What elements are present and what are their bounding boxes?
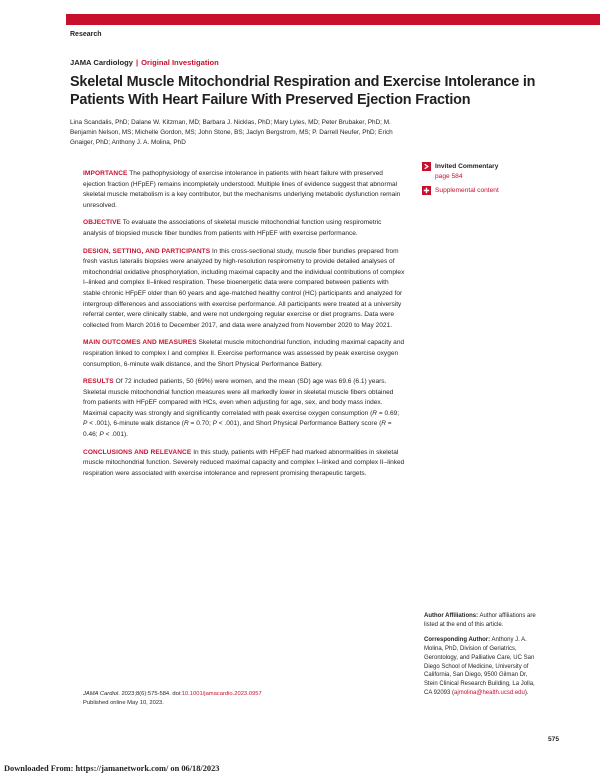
author-list: Lina Scandalis, PhD; Dalane W. Kitzman, MD; Barbara J. Nicklas, PhD; Mary Lyles, MD; Peter Brubaker, PhD; M. Benjamin Nelson, MS; Michelle Gordon, MS; John Stone, BS; Jaclyn Bergstrom, MS; P. Darrell Neufer, PhD; Erich Gnaiger, PhD; Anthony J. A. Molina, PhD — [70, 119, 393, 146]
invited-commentary-label: Invited Commentary — [435, 163, 499, 170]
results-text: Of 72 included patients, 50 (69%) were women, and the mean (SD) age was 69.6 (6.1) years. Skeletal muscle mitochondrial function measures were all markedly lower in skeletal muscle fibers obtained from patients with HFpEF compared with HCs, even when adjusting for age, sex, and body mass index. Maximal capacity was strongly and significantly correlated with peak exercise oxygen consumption (R = 0.69; P < .001), 6-minute walk distance (R = 0.70; P < .001), and Short Physical Performance Battery score (R = 0.46; P < .001). — [83, 378, 400, 439]
outcomes-label: MAIN OUTCOMES AND MEASURES — [83, 339, 197, 347]
objective-text: To evaluate the associations of skeletal muscle mitochondrial function using respirometric analysis of biopsied muscle fiber bundles from patients with HFpEF with exercise performance. — [83, 219, 382, 237]
abstract-conclusions — [83, 448, 405, 480]
page-number: 575 — [548, 736, 560, 743]
abstract-design — [83, 247, 405, 332]
conclusions-label: CONCLUSIONS AND RELEVANCE — [83, 448, 192, 456]
conclusions-text: In this study, patients with HFpEF had marked abnormalities in skeletal muscle mitochondrial function. Severely reduced maximal capacity and complex I–linked and complex II–linked respiration were associated with exercise intolerance and represent promising therapeutic targets. — [83, 448, 405, 477]
importance-label: IMPORTANCE — [83, 170, 128, 177]
importance-text: The pathophysiology of exercise intolerance in patients with heart failure with preserved ejection fraction (HFpEF) remains incompletely understood. Multiple lines of evidence suggest that abnormal skeletal muscle metabolism is a key contributor, but the mechanisms underlying metabolic dysfunction remain unresolved. — [83, 170, 401, 209]
supplemental-content-label: Supplemental content — [435, 187, 499, 194]
objective-label: OBJECTIVE — [83, 219, 122, 227]
journal-name: JAMA Cardiology — [70, 58, 134, 67]
abstract-objective — [83, 218, 405, 239]
outcomes-text: Skeletal muscle mitochondrial function, including maximal capacity and respiration linked to complex I and complex II. Exercise performance was assessed by peak exercise oxygen consumption, 6-minute walk distance, and the Short Physical Performance Battery. — [83, 339, 405, 368]
invited-commentary-icon — [422, 162, 431, 171]
article-title: Skeletal Muscle Mitochondrial Respiration and Exercise Intolerance in Patients With Heart Failure With Preserved Ejection Fraction — [70, 74, 536, 108]
invited-commentary-link[interactable] — [422, 162, 498, 181]
article-type: Original Investigation — [141, 58, 219, 67]
corresponding-author: Corresponding Author: Anthony J. A. Molina, PhD, Division of Geriatrics, Gerontology, and Palliative Care, UC San Diego School of Medicine, University of California, San Diego, 9500 Gilman Dr, Stein Clinical Research Building, La Jolla, CA 92093 (ajmolina@health.ucsd.edu). — [424, 637, 535, 696]
abstract-importance — [83, 169, 405, 211]
affiliations-note: Author Affiliations: Author affiliations are listed at the end of this article. — [424, 613, 536, 628]
published-date: Published online May 10, 2023. — [83, 699, 164, 706]
design-text: In this cross-sectional study, muscle fiber bundles prepared from fresh vastus lateralis biopsies were analyzed by high-resolution respirometry to provide detailed analyses of mitochondrial oxidative phosphorylation, including maximal capacity and the individual contributions of complex I–linked and complex II–linked respiration. These bioenergetic data were compared between patients with stable chronic HFpEF older than 60 years and age-matched healthy control (HC) participants and analyzed for intergroup differences and associations with exercise performance. All participants were treated at a university referral center, were clinically stable, and were not undergoing regular exercise or diet programs. Data were collected from March 2016 to December 2017, and data were analyzed from November 2020 to May 2021. — [83, 247, 405, 329]
abstract-results — [83, 377, 405, 441]
citation-line: JAMA Cardiol. 2023;8(6):575-584. doi:10.1001/jamacardio.2023.0957 — [83, 691, 262, 697]
supplemental-content-link[interactable] — [422, 186, 499, 196]
citation — [83, 690, 413, 707]
design-label: DESIGN, SETTING, AND PARTICIPANTS — [83, 247, 211, 255]
doi-link[interactable]: 10.1001/jamacardio.2023.0957 — [181, 691, 262, 697]
author-affiliations — [424, 612, 542, 704]
results-label: RESULTS — [83, 378, 114, 386]
header-color-bar — [66, 14, 600, 25]
journal-separator: | — [136, 58, 139, 67]
citation-journal: JAMA Cardiol — [83, 691, 119, 697]
section-label: Research — [70, 31, 102, 38]
abstract-outcomes — [83, 338, 405, 370]
plus-icon — [422, 186, 431, 195]
download-footer: Downloaded From: https://jamanetwork.com/ on 06/18/2023 — [4, 764, 220, 773]
email-link[interactable]: ajmolina@health.ucsd.edu — [454, 689, 525, 696]
abstract — [83, 169, 405, 486]
journal-line — [70, 58, 219, 67]
invited-commentary-page: page 584 — [435, 172, 463, 180]
